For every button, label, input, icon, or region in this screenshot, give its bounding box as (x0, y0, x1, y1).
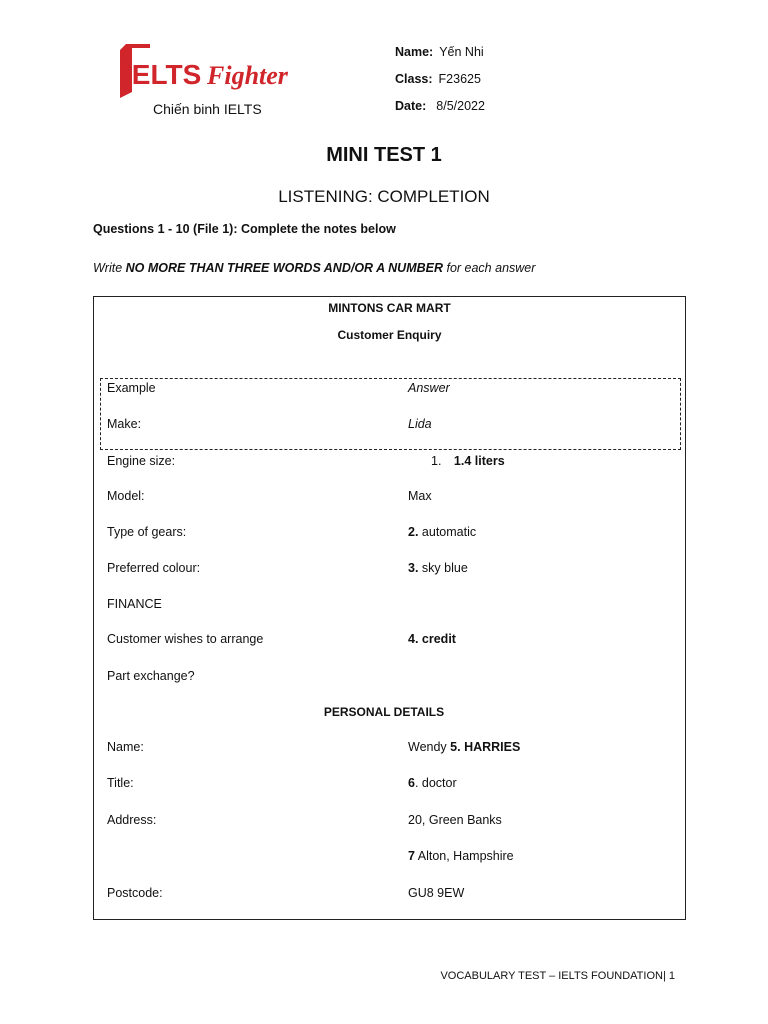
make-value: Lida (408, 417, 432, 431)
class-value: F23625 (438, 72, 481, 86)
row-number: 3. (408, 561, 419, 575)
personal-label: Address: (107, 813, 157, 827)
class-label: Class: (395, 72, 433, 86)
personal-answer-text: 20, Green Banks (408, 813, 502, 827)
row-label: Engine size: (107, 454, 176, 468)
personal-number: 5. (450, 740, 461, 754)
row-answer-text: 1.4 liters (453, 454, 505, 468)
instruction-pre: Write (93, 261, 126, 275)
personal-answer-text: Alton, Hampshire (414, 849, 514, 863)
personal-answer (408, 849, 514, 863)
row-answer-text: credit (418, 632, 456, 646)
student-name (395, 45, 484, 59)
box-heading: MINTONS CAR MART (328, 301, 451, 315)
logo-brand-script: Fighter (207, 61, 288, 90)
row-answer-text: Max (408, 489, 432, 503)
logo-tagline: Chiến binh IELTS (153, 101, 262, 117)
row-answer (408, 632, 456, 646)
example-label: Example (107, 381, 156, 395)
row-label: Customer wishes to arrange (107, 632, 264, 646)
row-answer (408, 525, 476, 539)
page-footer: VOCABULARY TEST – IELTS FOUNDATION| 1 (440, 970, 675, 982)
row-answer (408, 561, 468, 575)
personal-number: 6 (408, 776, 415, 790)
row-answer (431, 454, 505, 468)
row-label: Part exchange? (107, 669, 195, 683)
personal-label: Postcode: (107, 886, 163, 900)
row-label: Type of gears: (107, 525, 187, 539)
row-number: 1. (431, 454, 442, 468)
page-title: MINI TEST 1 (326, 144, 442, 166)
example-value: Answer (408, 381, 450, 395)
logo-brand-main: IELTS (124, 59, 202, 90)
personal-answer (408, 776, 457, 790)
personal-answer-text: GU8 9EW (408, 886, 465, 900)
row-number: 2. (408, 525, 419, 539)
row-label: FINANCE (107, 597, 162, 611)
personal-pre: Wendy (408, 740, 451, 754)
personal-answer-text: HARRIES (460, 740, 521, 754)
personal-label: Title: (107, 776, 134, 790)
instruction (93, 261, 535, 275)
questions-line: Questions 1 - 10 (File 1): Complete the notes below (93, 222, 396, 236)
row-answer-text: automatic (418, 525, 477, 539)
personal-number: 7 (408, 849, 415, 863)
instruction-bold: NO MORE THAN THREE WORDS AND/OR A NUMBER (125, 261, 443, 275)
instruction-post: for each answer (443, 261, 536, 275)
row-answer-text: sky blue (418, 561, 468, 575)
row-label: Model: (107, 489, 145, 503)
make-label: Make: (107, 417, 142, 431)
name-value: Yến Nhi (439, 45, 484, 59)
row-number: 4. (408, 632, 419, 646)
personal-answer-text: . doctor (414, 776, 457, 790)
date-label: Date: (395, 99, 427, 113)
example-box (100, 378, 681, 450)
personal-answer (408, 740, 520, 754)
name-label: Name: (395, 45, 434, 59)
page-subtitle: LISTENING: COMPLETION (278, 187, 490, 206)
student-date (395, 99, 485, 113)
personal-label: Name: (107, 740, 144, 754)
row-label: Preferred colour: (107, 561, 201, 575)
box-subheading: Customer Enquiry (337, 328, 442, 342)
personal-heading: PERSONAL DETAILS (323, 705, 445, 719)
date-value: 8/5/2022 (436, 99, 485, 113)
student-class (395, 72, 481, 86)
